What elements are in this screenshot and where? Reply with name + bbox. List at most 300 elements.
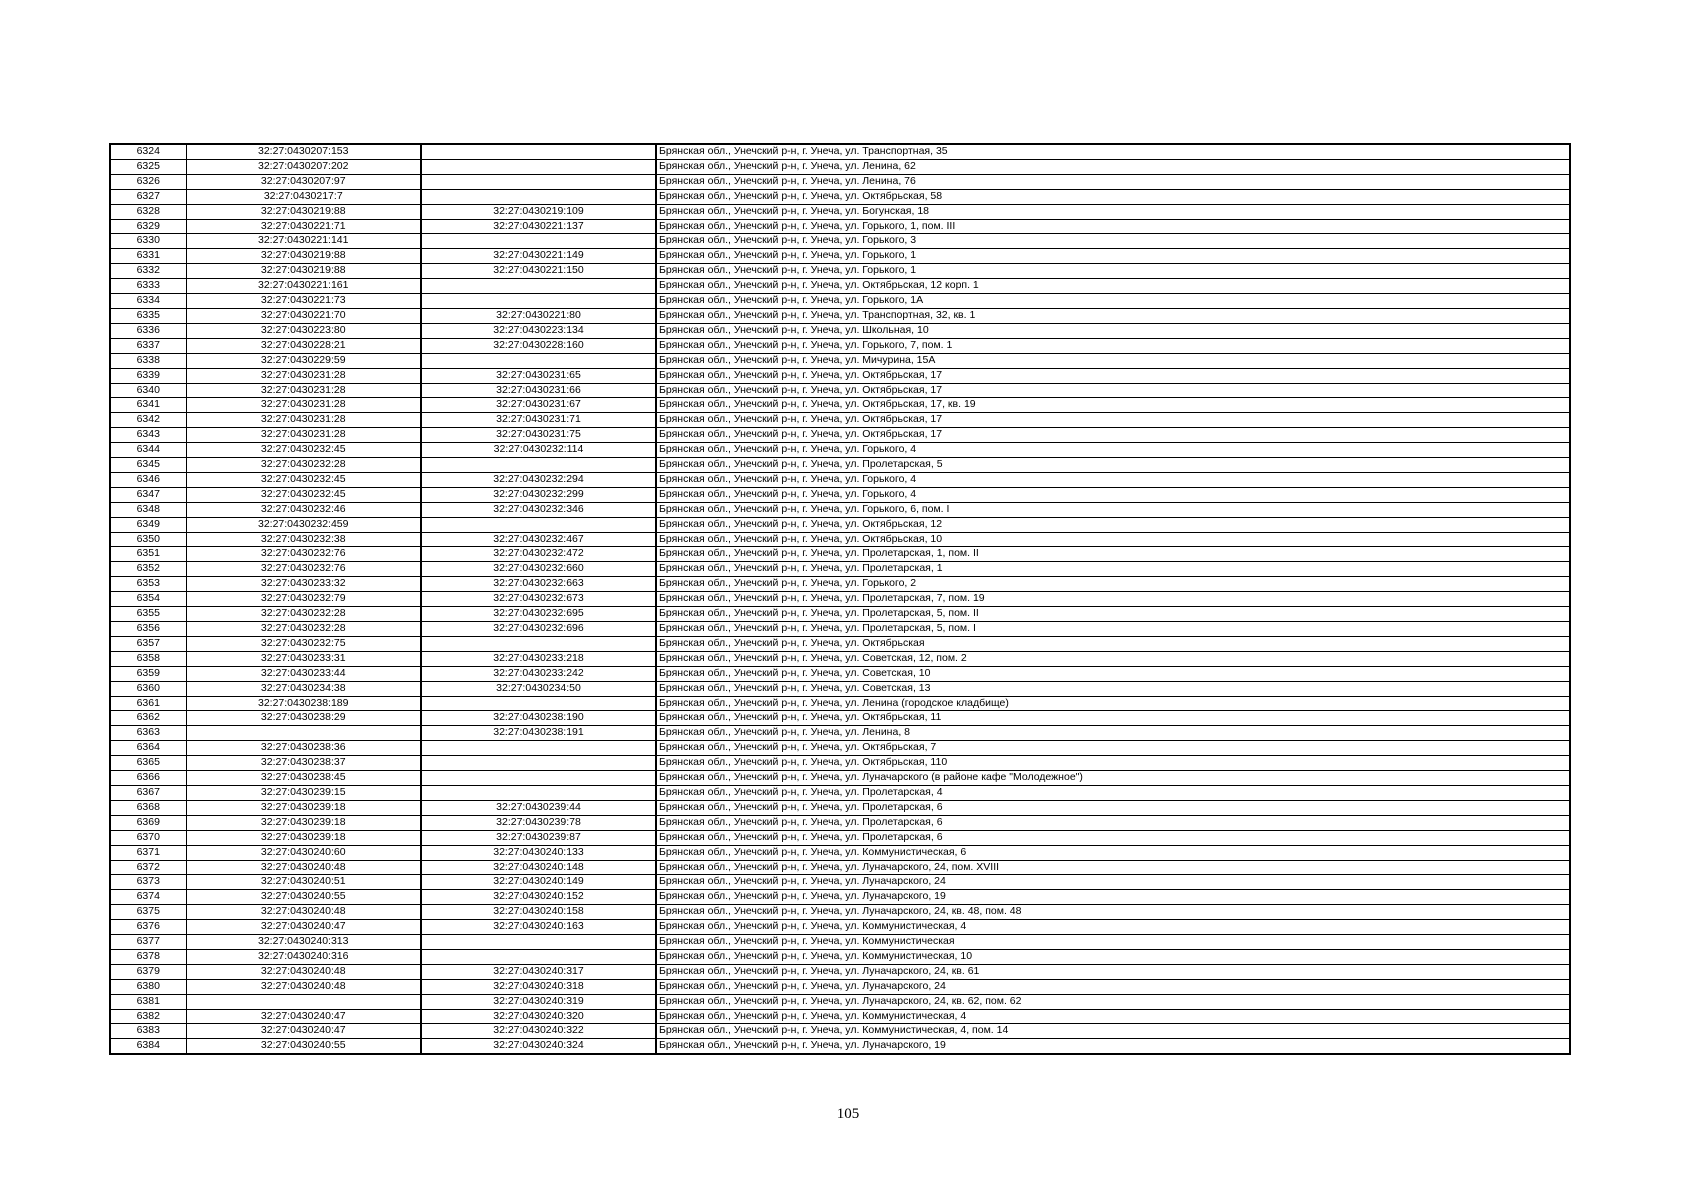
cadastral-number-cell: 32:27:0430232:46 <box>186 502 421 517</box>
row-number-cell: 6377 <box>110 935 186 950</box>
object-cadastral-number-cell: 32:27:0430238:191 <box>421 726 656 741</box>
row-number-cell: 6328 <box>110 204 186 219</box>
address-cell: Брянская обл., Унечский р-н, г. Унеча, ул. Коммунистическая, 4 <box>656 920 1570 935</box>
table-row <box>110 458 1570 473</box>
cadastral-number-cell: 32:27:0430221:73 <box>186 294 421 309</box>
object-cadastral-number-cell: 32:27:0430240:324 <box>421 1039 656 1054</box>
row-number-cell: 6337 <box>110 338 186 353</box>
address-cell: Брянская обл., Унечский р-н, г. Унеча, ул. Коммунистическая, 6 <box>656 845 1570 860</box>
table-row <box>110 144 1570 159</box>
object-cadastral-number-cell: 32:27:0430232:660 <box>421 562 656 577</box>
table-row <box>110 860 1570 875</box>
object-cadastral-number-cell <box>421 935 656 950</box>
page-number: 105 <box>836 1106 860 1122</box>
table-row <box>110 696 1570 711</box>
row-number-cell: 6342 <box>110 413 186 428</box>
table-row <box>110 979 1570 994</box>
cadastral-number-cell: 32:27:0430221:70 <box>186 308 421 323</box>
row-number-cell: 6330 <box>110 234 186 249</box>
row-number-cell: 6351 <box>110 547 186 562</box>
cadastral-number-cell: 32:27:0430219:88 <box>186 204 421 219</box>
row-number-cell: 6335 <box>110 308 186 323</box>
table-row <box>110 517 1570 532</box>
address-cell: Брянская обл., Унечский р-н, г. Унеча, ул. Октябрьская, 12 корп. 1 <box>656 279 1570 294</box>
object-cadastral-number-cell <box>421 159 656 174</box>
address-cell: Брянская обл., Унечский р-н, г. Унеча, ул. Ленина, 76 <box>656 174 1570 189</box>
address-cell: Брянская обл., Унечский р-н, г. Унеча, ул. Октябрьская <box>656 636 1570 651</box>
address-cell: Брянская обл., Унечский р-н, г. Унеча, ул. Пролетарская, 6 <box>656 800 1570 815</box>
row-number-cell: 6362 <box>110 711 186 726</box>
row-number-cell: 6379 <box>110 964 186 979</box>
row-number-cell: 6383 <box>110 1024 186 1039</box>
cadastral-number-cell: 32:27:0430239:18 <box>186 830 421 845</box>
row-number-cell: 6325 <box>110 159 186 174</box>
table-row <box>110 726 1570 741</box>
table-row <box>110 636 1570 651</box>
cadastral-number-cell: 32:27:0430238:37 <box>186 756 421 771</box>
cadastral-number-cell: 32:27:0430232:45 <box>186 487 421 502</box>
address-cell: Брянская обл., Унечский р-н, г. Унеча, ул. Луначарского, 19 <box>656 1039 1570 1054</box>
address-cell: Брянская обл., Унечский р-н, г. Унеча, ул. Ленина (городское кладбище) <box>656 696 1570 711</box>
table-row <box>110 949 1570 964</box>
address-cell: Брянская обл., Унечский р-н, г. Унеча, ул. Октябрьская, 17 <box>656 428 1570 443</box>
address-cell: Брянская обл., Унечский р-н, г. Унеча, ул. Пролетарская, 7, пом. 19 <box>656 592 1570 607</box>
object-cadastral-number-cell <box>421 771 656 786</box>
cadastral-number-cell: 32:27:0430240:60 <box>186 845 421 860</box>
cadastral-number-cell: 32:27:0430232:28 <box>186 622 421 637</box>
cadastral-number-cell: 32:27:0430229:59 <box>186 353 421 368</box>
address-cell: Брянская обл., Унечский р-н, г. Унеча, ул. Октябрьская, 7 <box>656 741 1570 756</box>
address-cell: Брянская обл., Унечский р-н, г. Унеча, ул. Советская, 10 <box>656 666 1570 681</box>
table-row <box>110 428 1570 443</box>
cadastral-number-cell: 32:27:0430232:28 <box>186 458 421 473</box>
table-row <box>110 413 1570 428</box>
object-cadastral-number-cell: 32:27:0430231:66 <box>421 383 656 398</box>
address-cell: Брянская обл., Унечский р-н, г. Унеча, ул. Мичурина, 15А <box>656 353 1570 368</box>
cadastral-number-cell <box>186 726 421 741</box>
row-number-cell: 6372 <box>110 860 186 875</box>
table-row <box>110 815 1570 830</box>
object-cadastral-number-cell: 32:27:0430231:71 <box>421 413 656 428</box>
address-cell: Брянская обл., Унечский р-н, г. Унеча, ул. Горького, 1, пом. III <box>656 219 1570 234</box>
row-number-cell: 6341 <box>110 398 186 413</box>
cadastral-number-cell: 32:27:0430231:28 <box>186 383 421 398</box>
table-row <box>110 905 1570 920</box>
object-cadastral-number-cell: 32:27:0430238:190 <box>421 711 656 726</box>
table-row <box>110 920 1570 935</box>
address-cell: Брянская обл., Унечский р-н, г. Унеча, ул. Горького, 7, пом. 1 <box>656 338 1570 353</box>
table-row <box>110 249 1570 264</box>
table-row <box>110 681 1570 696</box>
object-cadastral-number-cell: 32:27:0430228:160 <box>421 338 656 353</box>
object-cadastral-number-cell: 32:27:0430233:218 <box>421 651 656 666</box>
cadastral-number-cell: 32:27:0430238:45 <box>186 771 421 786</box>
object-cadastral-number-cell: 32:27:0430240:133 <box>421 845 656 860</box>
table-row <box>110 666 1570 681</box>
address-cell: Брянская обл., Унечский р-н, г. Унеча, ул. Коммунистическая, 10 <box>656 949 1570 964</box>
object-cadastral-number-cell <box>421 174 656 189</box>
address-cell: Брянская обл., Унечский р-н, г. Унеча, ул. Советская, 13 <box>656 681 1570 696</box>
address-cell: Брянская обл., Унечский р-н, г. Унеча, ул. Октябрьская, 17 <box>656 383 1570 398</box>
row-number-cell: 6380 <box>110 979 186 994</box>
row-number-cell: 6366 <box>110 771 186 786</box>
cadastral-number-cell: 32:27:0430240:48 <box>186 979 421 994</box>
table-row <box>110 502 1570 517</box>
object-cadastral-number-cell: 32:27:0430240:320 <box>421 1009 656 1024</box>
object-cadastral-number-cell: 32:27:0430240:163 <box>421 920 656 935</box>
table-body <box>110 144 1570 1054</box>
row-number-cell: 6354 <box>110 592 186 607</box>
cadastral-number-cell: 32:27:0430238:189 <box>186 696 421 711</box>
object-cadastral-number-cell <box>421 144 656 159</box>
object-cadastral-number-cell <box>421 189 656 204</box>
row-number-cell: 6329 <box>110 219 186 234</box>
row-number-cell: 6357 <box>110 636 186 651</box>
object-cadastral-number-cell <box>421 279 656 294</box>
row-number-cell: 6350 <box>110 532 186 547</box>
table-row <box>110 323 1570 338</box>
cadastral-number-cell: 32:27:0430240:48 <box>186 860 421 875</box>
table-row <box>110 741 1570 756</box>
address-cell: Брянская обл., Унечский р-н, г. Унеча, ул. Горького, 4 <box>656 487 1570 502</box>
address-cell: Брянская обл., Унечский р-н, г. Унеча, ул. Луначарского, 19 <box>656 890 1570 905</box>
cadastral-number-cell <box>186 994 421 1009</box>
row-number-cell: 6370 <box>110 830 186 845</box>
object-cadastral-number-cell <box>421 696 656 711</box>
cadastral-number-cell: 32:27:0430217:7 <box>186 189 421 204</box>
row-number-cell: 6364 <box>110 741 186 756</box>
address-cell: Брянская обл., Унечский р-н, г. Унеча, ул. Октябрьская, 110 <box>656 756 1570 771</box>
address-cell: Брянская обл., Унечский р-н, г. Унеча, ул. Октябрьская, 17 <box>656 413 1570 428</box>
cadastral-number-cell: 32:27:0430240:51 <box>186 875 421 890</box>
row-number-cell: 6373 <box>110 875 186 890</box>
table-row <box>110 294 1570 309</box>
object-cadastral-number-cell <box>421 234 656 249</box>
table-row <box>110 800 1570 815</box>
address-cell: Брянская обл., Унечский р-н, г. Унеча, ул. Коммунистическая <box>656 935 1570 950</box>
cadastral-number-cell: 32:27:0430219:88 <box>186 264 421 279</box>
row-number-cell: 6371 <box>110 845 186 860</box>
address-cell: Брянская обл., Унечский р-н, г. Унеча, ул. Луначарского (в районе кафе "Молодежное") <box>656 771 1570 786</box>
table-row <box>110 264 1570 279</box>
object-cadastral-number-cell <box>421 741 656 756</box>
cadastral-number-cell: 32:27:0430219:88 <box>186 249 421 264</box>
cadastral-number-cell: 32:27:0430239:18 <box>186 815 421 830</box>
address-cell: Брянская обл., Унечский р-н, г. Унеча, ул. Транспортная, 32, кв. 1 <box>656 308 1570 323</box>
object-cadastral-number-cell: 32:27:0430232:472 <box>421 547 656 562</box>
row-number-cell: 6375 <box>110 905 186 920</box>
object-cadastral-number-cell <box>421 785 656 800</box>
row-number-cell: 6381 <box>110 994 186 1009</box>
object-cadastral-number-cell: 32:27:0430232:695 <box>421 607 656 622</box>
row-number-cell: 6368 <box>110 800 186 815</box>
cadastral-number-cell: 32:27:0430232:38 <box>186 532 421 547</box>
row-number-cell: 6361 <box>110 696 186 711</box>
table-row <box>110 338 1570 353</box>
table-row <box>110 368 1570 383</box>
table-row <box>110 487 1570 502</box>
address-cell: Брянская обл., Унечский р-н, г. Унеча, ул. Горького, 2 <box>656 577 1570 592</box>
object-cadastral-number-cell: 32:27:0430221:80 <box>421 308 656 323</box>
property-table <box>109 143 1571 1055</box>
row-number-cell: 6359 <box>110 666 186 681</box>
object-cadastral-number-cell: 32:27:0430221:137 <box>421 219 656 234</box>
cadastral-number-cell: 32:27:0430239:18 <box>186 800 421 815</box>
address-cell: Брянская обл., Унечский р-н, г. Унеча, ул. Пролетарская, 6 <box>656 830 1570 845</box>
table-row <box>110 622 1570 637</box>
address-cell: Брянская обл., Унечский р-н, г. Унеча, ул. Школьная, 10 <box>656 323 1570 338</box>
table-row <box>110 159 1570 174</box>
table-row <box>110 1009 1570 1024</box>
address-cell: Брянская обл., Унечский р-н, г. Унеча, ул. Ленина, 8 <box>656 726 1570 741</box>
cadastral-number-cell: 32:27:0430240:48 <box>186 905 421 920</box>
object-cadastral-number-cell <box>421 294 656 309</box>
table-row <box>110 651 1570 666</box>
table-row <box>110 935 1570 950</box>
table-row <box>110 443 1570 458</box>
cadastral-number-cell: 32:27:0430231:28 <box>186 428 421 443</box>
address-cell: Брянская обл., Унечский р-н, г. Унеча, ул. Ленина, 62 <box>656 159 1570 174</box>
row-number-cell: 6339 <box>110 368 186 383</box>
cadastral-number-cell: 32:27:0430232:45 <box>186 443 421 458</box>
address-cell: Брянская обл., Унечский р-н, г. Унеча, ул. Октябрьская, 17 <box>656 368 1570 383</box>
object-cadastral-number-cell: 32:27:0430240:149 <box>421 875 656 890</box>
row-number-cell: 6343 <box>110 428 186 443</box>
cadastral-number-cell: 32:27:0430232:75 <box>186 636 421 651</box>
object-cadastral-number-cell <box>421 636 656 651</box>
table-row <box>110 189 1570 204</box>
table-row <box>110 577 1570 592</box>
table-row <box>110 383 1570 398</box>
cadastral-number-cell: 32:27:0430232:45 <box>186 472 421 487</box>
object-cadastral-number-cell: 32:27:0430234:50 <box>421 681 656 696</box>
table-row <box>110 398 1570 413</box>
cadastral-number-cell: 32:27:0430240:48 <box>186 964 421 979</box>
cadastral-number-cell: 32:27:0430228:21 <box>186 338 421 353</box>
row-number-cell: 6347 <box>110 487 186 502</box>
cadastral-number-cell: 32:27:0430240:47 <box>186 1024 421 1039</box>
table-row <box>110 234 1570 249</box>
object-cadastral-number-cell: 32:27:0430221:149 <box>421 249 656 264</box>
object-cadastral-number-cell: 32:27:0430232:114 <box>421 443 656 458</box>
address-cell: Брянская обл., Унечский р-н, г. Унеча, ул. Луначарского, 24, кв. 62, пом. 62 <box>656 994 1570 1009</box>
row-number-cell: 6338 <box>110 353 186 368</box>
address-cell: Брянская обл., Унечский р-н, г. Унеча, ул. Транспортная, 35 <box>656 144 1570 159</box>
object-cadastral-number-cell <box>421 353 656 368</box>
cadastral-number-cell: 32:27:0430232:76 <box>186 547 421 562</box>
row-number-cell: 6345 <box>110 458 186 473</box>
row-number-cell: 6346 <box>110 472 186 487</box>
row-number-cell: 6334 <box>110 294 186 309</box>
row-number-cell: 6336 <box>110 323 186 338</box>
row-number-cell: 6349 <box>110 517 186 532</box>
object-cadastral-number-cell: 32:27:0430240:148 <box>421 860 656 875</box>
row-number-cell: 6374 <box>110 890 186 905</box>
row-number-cell: 6369 <box>110 815 186 830</box>
row-number-cell: 6326 <box>110 174 186 189</box>
address-cell: Брянская обл., Унечский р-н, г. Унеча, ул. Октябрьская, 12 <box>656 517 1570 532</box>
cadastral-number-cell: 32:27:0430221:141 <box>186 234 421 249</box>
object-cadastral-number-cell: 32:27:0430232:467 <box>421 532 656 547</box>
cadastral-number-cell: 32:27:0430231:28 <box>186 398 421 413</box>
object-cadastral-number-cell: 32:27:0430231:65 <box>421 368 656 383</box>
row-number-cell: 6348 <box>110 502 186 517</box>
object-cadastral-number-cell: 32:27:0430240:152 <box>421 890 656 905</box>
address-cell: Брянская обл., Унечский р-н, г. Унеча, ул. Коммунистическая, 4, пом. 14 <box>656 1024 1570 1039</box>
cadastral-number-cell: 32:27:0430231:28 <box>186 368 421 383</box>
object-cadastral-number-cell <box>421 517 656 532</box>
cadastral-number-cell: 32:27:0430240:313 <box>186 935 421 950</box>
object-cadastral-number-cell: 32:27:0430232:346 <box>421 502 656 517</box>
table-row <box>110 875 1570 890</box>
row-number-cell: 6331 <box>110 249 186 264</box>
object-cadastral-number-cell: 32:27:0430221:150 <box>421 264 656 279</box>
address-cell: Брянская обл., Унечский р-н, г. Унеча, ул. Луначарского, 24, кв. 61 <box>656 964 1570 979</box>
row-number-cell: 6358 <box>110 651 186 666</box>
cadastral-number-cell: 32:27:0430238:29 <box>186 711 421 726</box>
object-cadastral-number-cell: 32:27:0430232:294 <box>421 472 656 487</box>
cadastral-number-cell: 32:27:0430207:153 <box>186 144 421 159</box>
table-row <box>110 830 1570 845</box>
object-cadastral-number-cell <box>421 949 656 964</box>
table-row <box>110 279 1570 294</box>
address-cell: Брянская обл., Унечский р-н, г. Унеча, ул. Горького, 1 <box>656 249 1570 264</box>
row-number-cell: 6333 <box>110 279 186 294</box>
cadastral-number-cell: 32:27:0430221:161 <box>186 279 421 294</box>
table-row <box>110 607 1570 622</box>
object-cadastral-number-cell <box>421 458 656 473</box>
row-number-cell: 6365 <box>110 756 186 771</box>
address-cell: Брянская обл., Унечский р-н, г. Унеча, ул. Горького, 1 <box>656 264 1570 279</box>
table-row <box>110 890 1570 905</box>
row-number-cell: 6327 <box>110 189 186 204</box>
address-cell: Брянская обл., Унечский р-н, г. Унеча, ул. Пролетарская, 4 <box>656 785 1570 800</box>
cadastral-number-cell: 32:27:0430239:15 <box>186 785 421 800</box>
cadastral-number-cell: 32:27:0430221:71 <box>186 219 421 234</box>
object-cadastral-number-cell: 32:27:0430233:242 <box>421 666 656 681</box>
address-cell: Брянская обл., Унечский р-н, г. Унеча, ул. Луначарского, 24, пом. XVIII <box>656 860 1570 875</box>
cadastral-number-cell: 32:27:0430207:202 <box>186 159 421 174</box>
row-number-cell: 6344 <box>110 443 186 458</box>
address-cell: Брянская обл., Унечский р-н, г. Унеча, ул. Октябрьская, 11 <box>656 711 1570 726</box>
row-number-cell: 6367 <box>110 785 186 800</box>
table-row <box>110 711 1570 726</box>
address-cell: Брянская обл., Унечский р-н, г. Унеча, ул. Горького, 4 <box>656 472 1570 487</box>
address-cell: Брянская обл., Унечский р-н, г. Унеча, ул. Луначарского, 24 <box>656 875 1570 890</box>
table-row <box>110 1039 1570 1054</box>
table-row <box>110 308 1570 323</box>
object-cadastral-number-cell: 32:27:0430240:322 <box>421 1024 656 1039</box>
table-row <box>110 845 1570 860</box>
table-row <box>110 994 1570 1009</box>
table-row <box>110 547 1570 562</box>
object-cadastral-number-cell: 32:27:0430240:158 <box>421 905 656 920</box>
row-number-cell: 6384 <box>110 1039 186 1054</box>
cadastral-number-cell: 32:27:0430207:97 <box>186 174 421 189</box>
address-cell: Брянская обл., Унечский р-н, г. Унеча, ул. Октябрьская, 10 <box>656 532 1570 547</box>
address-cell: Брянская обл., Унечский р-н, г. Унеча, ул. Пролетарская, 5, пом. II <box>656 607 1570 622</box>
cadastral-number-cell: 32:27:0430240:47 <box>186 920 421 935</box>
row-number-cell: 6353 <box>110 577 186 592</box>
cadastral-number-cell: 32:27:0430240:55 <box>186 890 421 905</box>
row-number-cell: 6376 <box>110 920 186 935</box>
address-cell: Брянская обл., Унечский р-н, г. Унеча, ул. Горького, 6, пом. I <box>656 502 1570 517</box>
address-cell: Брянская обл., Унечский р-н, г. Унеча, ул. Пролетарская, 5, пом. I <box>656 622 1570 637</box>
table-row <box>110 785 1570 800</box>
cadastral-number-cell: 32:27:0430232:28 <box>186 607 421 622</box>
address-cell: Брянская обл., Унечский р-н, г. Унеча, ул. Коммунистическая, 4 <box>656 1009 1570 1024</box>
cadastral-number-cell: 32:27:0430233:32 <box>186 577 421 592</box>
row-number-cell: 6382 <box>110 1009 186 1024</box>
table-row <box>110 1024 1570 1039</box>
table-row <box>110 174 1570 189</box>
object-cadastral-number-cell: 32:27:0430239:87 <box>421 830 656 845</box>
address-cell: Брянская обл., Унечский р-н, г. Унеча, ул. Луначарского, 24 <box>656 979 1570 994</box>
address-cell: Брянская обл., Унечский р-н, г. Унеча, ул. Октябрьская, 17, кв. 19 <box>656 398 1570 413</box>
address-cell: Брянская обл., Унечский р-н, г. Унеча, ул. Октябрьская, 58 <box>656 189 1570 204</box>
cadastral-number-cell: 32:27:0430233:31 <box>186 651 421 666</box>
row-number-cell: 6378 <box>110 949 186 964</box>
object-cadastral-number-cell: 32:27:0430231:67 <box>421 398 656 413</box>
object-cadastral-number-cell: 32:27:0430223:134 <box>421 323 656 338</box>
cadastral-number-cell: 32:27:0430238:36 <box>186 741 421 756</box>
table-row <box>110 592 1570 607</box>
address-cell: Брянская обл., Унечский р-н, г. Унеча, ул. Горького, 4 <box>656 443 1570 458</box>
table-row <box>110 756 1570 771</box>
address-cell: Брянская обл., Унечский р-н, г. Унеча, ул. Пролетарская, 6 <box>656 815 1570 830</box>
object-cadastral-number-cell: 32:27:0430232:663 <box>421 577 656 592</box>
cadastral-number-cell: 32:27:0430232:76 <box>186 562 421 577</box>
cadastral-number-cell: 32:27:0430240:47 <box>186 1009 421 1024</box>
table-row <box>110 353 1570 368</box>
table-row <box>110 532 1570 547</box>
object-cadastral-number-cell: 32:27:0430232:299 <box>421 487 656 502</box>
address-cell: Брянская обл., Унечский р-н, г. Унеча, ул. Горького, 1А <box>656 294 1570 309</box>
object-cadastral-number-cell <box>421 756 656 771</box>
cadastral-number-cell: 32:27:0430240:316 <box>186 949 421 964</box>
object-cadastral-number-cell: 32:27:0430240:318 <box>421 979 656 994</box>
table-row <box>110 472 1570 487</box>
table-row <box>110 964 1570 979</box>
object-cadastral-number-cell: 32:27:0430232:696 <box>421 622 656 637</box>
row-number-cell: 6363 <box>110 726 186 741</box>
object-cadastral-number-cell: 32:27:0430219:109 <box>421 204 656 219</box>
row-number-cell: 6324 <box>110 144 186 159</box>
object-cadastral-number-cell: 32:27:0430239:78 <box>421 815 656 830</box>
row-number-cell: 6355 <box>110 607 186 622</box>
cadastral-number-cell: 32:27:0430223:80 <box>186 323 421 338</box>
object-cadastral-number-cell: 32:27:0430239:44 <box>421 800 656 815</box>
table-row <box>110 562 1570 577</box>
address-cell: Брянская обл., Унечский р-н, г. Унеча, ул. Советская, 12, пом. 2 <box>656 651 1570 666</box>
object-cadastral-number-cell: 32:27:0430232:673 <box>421 592 656 607</box>
table-row <box>110 771 1570 786</box>
address-cell: Брянская обл., Унечский р-н, г. Унеча, ул. Пролетарская, 1 <box>656 562 1570 577</box>
address-cell: Брянская обл., Унечский р-н, г. Унеча, ул. Богунская, 18 <box>656 204 1570 219</box>
object-cadastral-number-cell: 32:27:0430240:319 <box>421 994 656 1009</box>
object-cadastral-number-cell: 32:27:0430231:75 <box>421 428 656 443</box>
address-cell: Брянская обл., Унечский р-н, г. Унеча, ул. Луначарского, 24, кв. 48, пом. 48 <box>656 905 1570 920</box>
object-cadastral-number-cell: 32:27:0430240:317 <box>421 964 656 979</box>
cadastral-number-cell: 32:27:0430232:79 <box>186 592 421 607</box>
row-number-cell: 6360 <box>110 681 186 696</box>
cadastral-number-cell: 32:27:0430231:28 <box>186 413 421 428</box>
row-number-cell: 6352 <box>110 562 186 577</box>
address-cell: Брянская обл., Унечский р-н, г. Унеча, ул. Пролетарская, 1, пом. II <box>656 547 1570 562</box>
cadastral-number-cell: 32:27:0430232:459 <box>186 517 421 532</box>
address-cell: Брянская обл., Унечский р-н, г. Унеча, ул. Пролетарская, 5 <box>656 458 1570 473</box>
row-number-cell: 6340 <box>110 383 186 398</box>
